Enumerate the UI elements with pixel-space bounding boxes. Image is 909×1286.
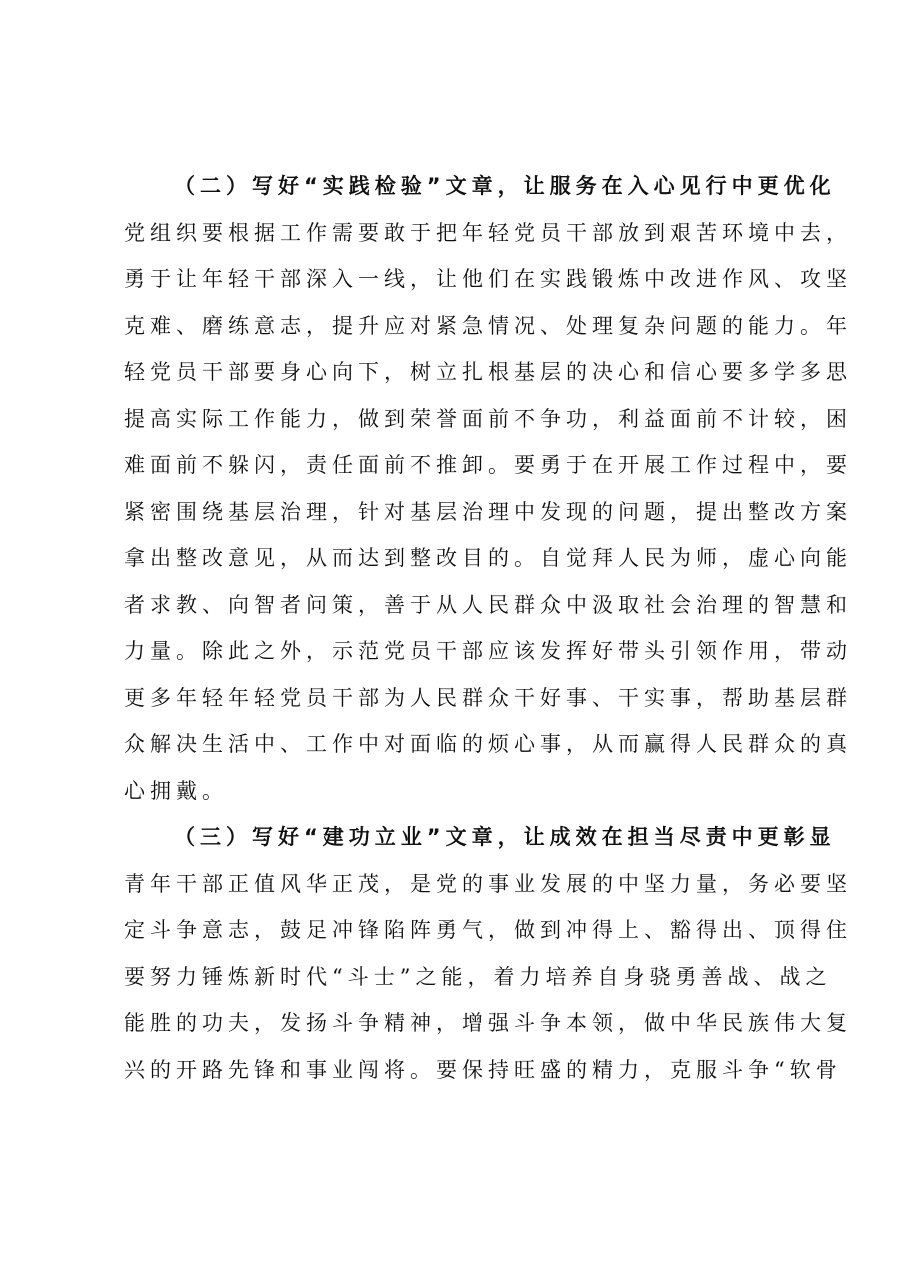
section-2-heading: （二）写好“实践检验”文章，让服务在入心见行中更优化 xyxy=(174,174,836,198)
section-2-paragraph xyxy=(124,210,852,815)
document-body xyxy=(124,163,852,1093)
paragraph-line: 紧密围绕基层治理，针对基层治理中发现的问题，提出整改方案 xyxy=(124,499,852,524)
paragraph-line: 兴的开路先锋和事业闯将。要保持旺盛的精力，克服斗争“软骨 xyxy=(124,1057,842,1082)
paragraph-line: 克难、磨练意志，提升应对紧急情况、处理复杂问题的能力。年 xyxy=(124,313,852,338)
paragraph-line: 定斗争意志，鼓足冲锋陷阵勇气，做到冲得上、豁得出、顶得住 xyxy=(124,918,852,942)
paragraph-line: 更多年轻年轻党员干部为人民群众干好事、干实事，帮助基层群 xyxy=(124,685,852,710)
section-3-heading: （三）写好“建功立业”文章，让成效在担当尽责中更彰显 xyxy=(174,825,836,849)
paragraph-line: 轻党员干部要身心向下，树立扎根基层的决心和信心要多学多思 xyxy=(124,360,852,384)
paragraph-line: 者求教、向智者问策，善于从人民群众中汲取社会治理的智慧和 xyxy=(124,592,852,617)
paragraph-line: 众解决生活中、工作中对面临的烦心事，从而赢得人民群众的真 xyxy=(124,732,852,756)
section-3-paragraph xyxy=(124,861,852,1094)
paragraph-line: 拿出整改意见，从而达到整改目的。自觉拜人民为师，虚心向能 xyxy=(124,546,852,570)
paragraph-line: 力量。除此之外，示范党员干部应该发挥好带头引领作用，带动 xyxy=(124,639,852,663)
paragraph-line: 党组织要根据工作需要敢于把年轻党员干部放到艰苦环境中去， xyxy=(124,220,852,245)
paragraph-line: 难面前不躲闪，责任面前不推卸。要勇于在开展工作过程中，要 xyxy=(124,453,852,477)
paragraph-line: 勇于让年轻干部深入一线，让他们在实践锻炼中改进作风、攻坚 xyxy=(124,267,852,291)
paragraph-line: 心拥戴。 xyxy=(124,778,228,803)
paragraph-line: 要努力锤炼新时代“斗士”之能，着力培养自身骁勇善战、战之 xyxy=(124,964,832,989)
paragraph-line: 能胜的功夫，发扬斗争精神，增强斗争本领，做中华民族伟大复 xyxy=(124,1011,852,1035)
paragraph-line: 提高实际工作能力，做到荣誉面前不争功，利益面前不计较，困 xyxy=(124,406,852,431)
paragraph-line: 青年干部正值风华正茂，是党的事业发展的中坚力量，务必要坚 xyxy=(124,871,852,896)
